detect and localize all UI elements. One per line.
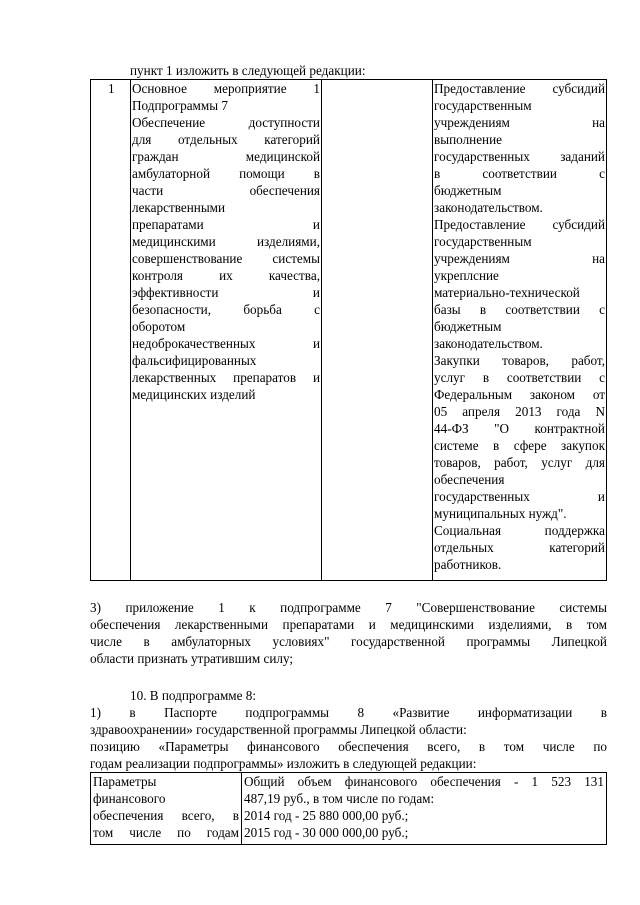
text-line: 44-ФЗ "О контрактной: [434, 421, 605, 436]
finance-parameters-value: [244, 773, 604, 841]
column-divider: [130, 79, 131, 581]
text-line: муниципальных нужд".: [434, 506, 567, 521]
table-finance: [90, 772, 607, 845]
text-line: обеспечения лекарственными препаратами и медицинскими изделиями, в том: [90, 617, 607, 632]
text-line: государственных заданий: [434, 149, 605, 164]
text-line: услуг в соответствии с: [434, 370, 605, 385]
column-divider: [432, 79, 433, 581]
table-border-bottom: [90, 580, 607, 581]
finance-parameters-label: [93, 773, 239, 841]
text-line: Параметры: [93, 774, 157, 789]
text-line: Предоставление субсидий: [434, 217, 605, 232]
text-line: системе в сфере закупок: [434, 438, 605, 453]
table-border-left: [90, 772, 91, 845]
text-line: медицинских изделий: [132, 387, 256, 402]
column-divider: [321, 79, 322, 581]
text-line: 2015 год - 30 000 000,00 руб.;: [244, 825, 409, 840]
text-line: выполнение: [434, 132, 503, 147]
text-line: оборотом: [132, 319, 186, 334]
row-number: 1: [108, 81, 115, 96]
table-border-right: [606, 79, 607, 581]
text-line: государственным: [434, 234, 532, 249]
text-line: граждан медицинской: [132, 149, 320, 164]
text-line: Социальная поддержка: [434, 523, 605, 538]
text-line: амбулаторной помощи в: [132, 166, 320, 181]
text-line: государственных и: [434, 489, 605, 504]
text-line: товаров, работ, услуг для: [434, 455, 605, 470]
text-line: области признать утратившим силу;: [90, 651, 294, 666]
text-line: Обеспечение доступности: [132, 115, 320, 130]
text-line: лекарственными: [132, 200, 226, 215]
text-line: Общий объем финансового обеспечения - 1 523 131: [244, 774, 604, 789]
paragraph-10-1: [90, 704, 607, 738]
text-line: 1) в Паспорте подпрограммы 8 «Развитие информатизации в: [90, 705, 607, 720]
table-border-bottom: [90, 844, 607, 845]
paragraph-position: [90, 738, 607, 772]
text-line: том числе по годам: [93, 825, 239, 840]
text-line: обеспечения всего, в: [93, 808, 239, 823]
text-line: лекарственных препаратов и: [132, 370, 320, 385]
table-activity: [90, 79, 607, 581]
text-line: обеспечения: [434, 472, 505, 487]
text-line: бюджетным: [434, 183, 502, 198]
text-line: в соответствии с: [434, 166, 605, 181]
text-line: медицинскими изделиями,: [132, 234, 320, 249]
text-line: Федеральным законом от: [434, 387, 605, 402]
text-line: здравоохранении» государственной программы Липецкой области:: [90, 722, 467, 737]
text-line: базы в соответствии с: [434, 302, 605, 317]
text-line: для отдельных категорий: [132, 132, 320, 147]
text-line: годам реализации подпрограммы» изложить в следующей редакции:: [90, 756, 477, 771]
text-line: недоброкачественных и: [132, 336, 320, 351]
text-line: эффективности и: [132, 285, 320, 300]
text-line: отдельных категорий: [434, 540, 605, 555]
table-border-right: [606, 772, 607, 845]
text-line: Закупки товаров, работ,: [434, 353, 605, 368]
section-10-heading: 10. В подпрограмме 8:: [130, 688, 257, 703]
text-line: 487,19 руб., в том числе по годам:: [244, 791, 435, 806]
table-border-left: [90, 79, 91, 581]
text-line: государственным: [434, 98, 532, 113]
text-line: учреждениям на: [434, 251, 605, 266]
text-line: бюджетным: [434, 319, 502, 334]
text-line: контроля их качества,: [132, 268, 320, 283]
text-line: финансового: [93, 791, 166, 806]
column-divider: [241, 772, 242, 845]
text-line: 3) приложение 1 к подпрограмме 7 "Совершенствование системы: [90, 600, 607, 615]
text-line: укреплсние: [434, 268, 499, 283]
text-line: числе в амбулаторных условиях" государственной программы Липецкой: [90, 634, 607, 649]
text-line: законодательством.: [434, 336, 543, 351]
text-line: учреждениям на: [434, 115, 605, 130]
text-line: работников.: [434, 557, 502, 572]
paragraph-3: [90, 599, 607, 667]
intro-line: пункт 1 изложить в следующей редакции:: [130, 63, 366, 78]
activity-name-cell: [132, 80, 320, 403]
text-line: законодательством.: [434, 200, 543, 215]
text-line: совершенствование системы: [132, 251, 320, 266]
text-line: Подпрограммы 7: [132, 98, 228, 113]
text-line: части обеспечения: [132, 183, 320, 198]
text-line: материально-технической: [434, 285, 580, 300]
text-line: Предоставление субсидий: [434, 81, 605, 96]
text-line: 05 апреля 2013 года N: [434, 404, 605, 419]
text-line: Основное мероприятие 1: [132, 81, 320, 96]
activity-measures-cell: [434, 80, 605, 573]
text-line: 2014 год - 25 880 000,00 руб.;: [244, 808, 409, 823]
text-line: позицию «Параметры финансового обеспечения всего, в том числе по: [90, 739, 607, 754]
text-line: фальсифицированных: [132, 353, 257, 368]
text-line: безопасности, борьба с: [132, 302, 320, 317]
text-line: препаратами и: [132, 217, 320, 232]
